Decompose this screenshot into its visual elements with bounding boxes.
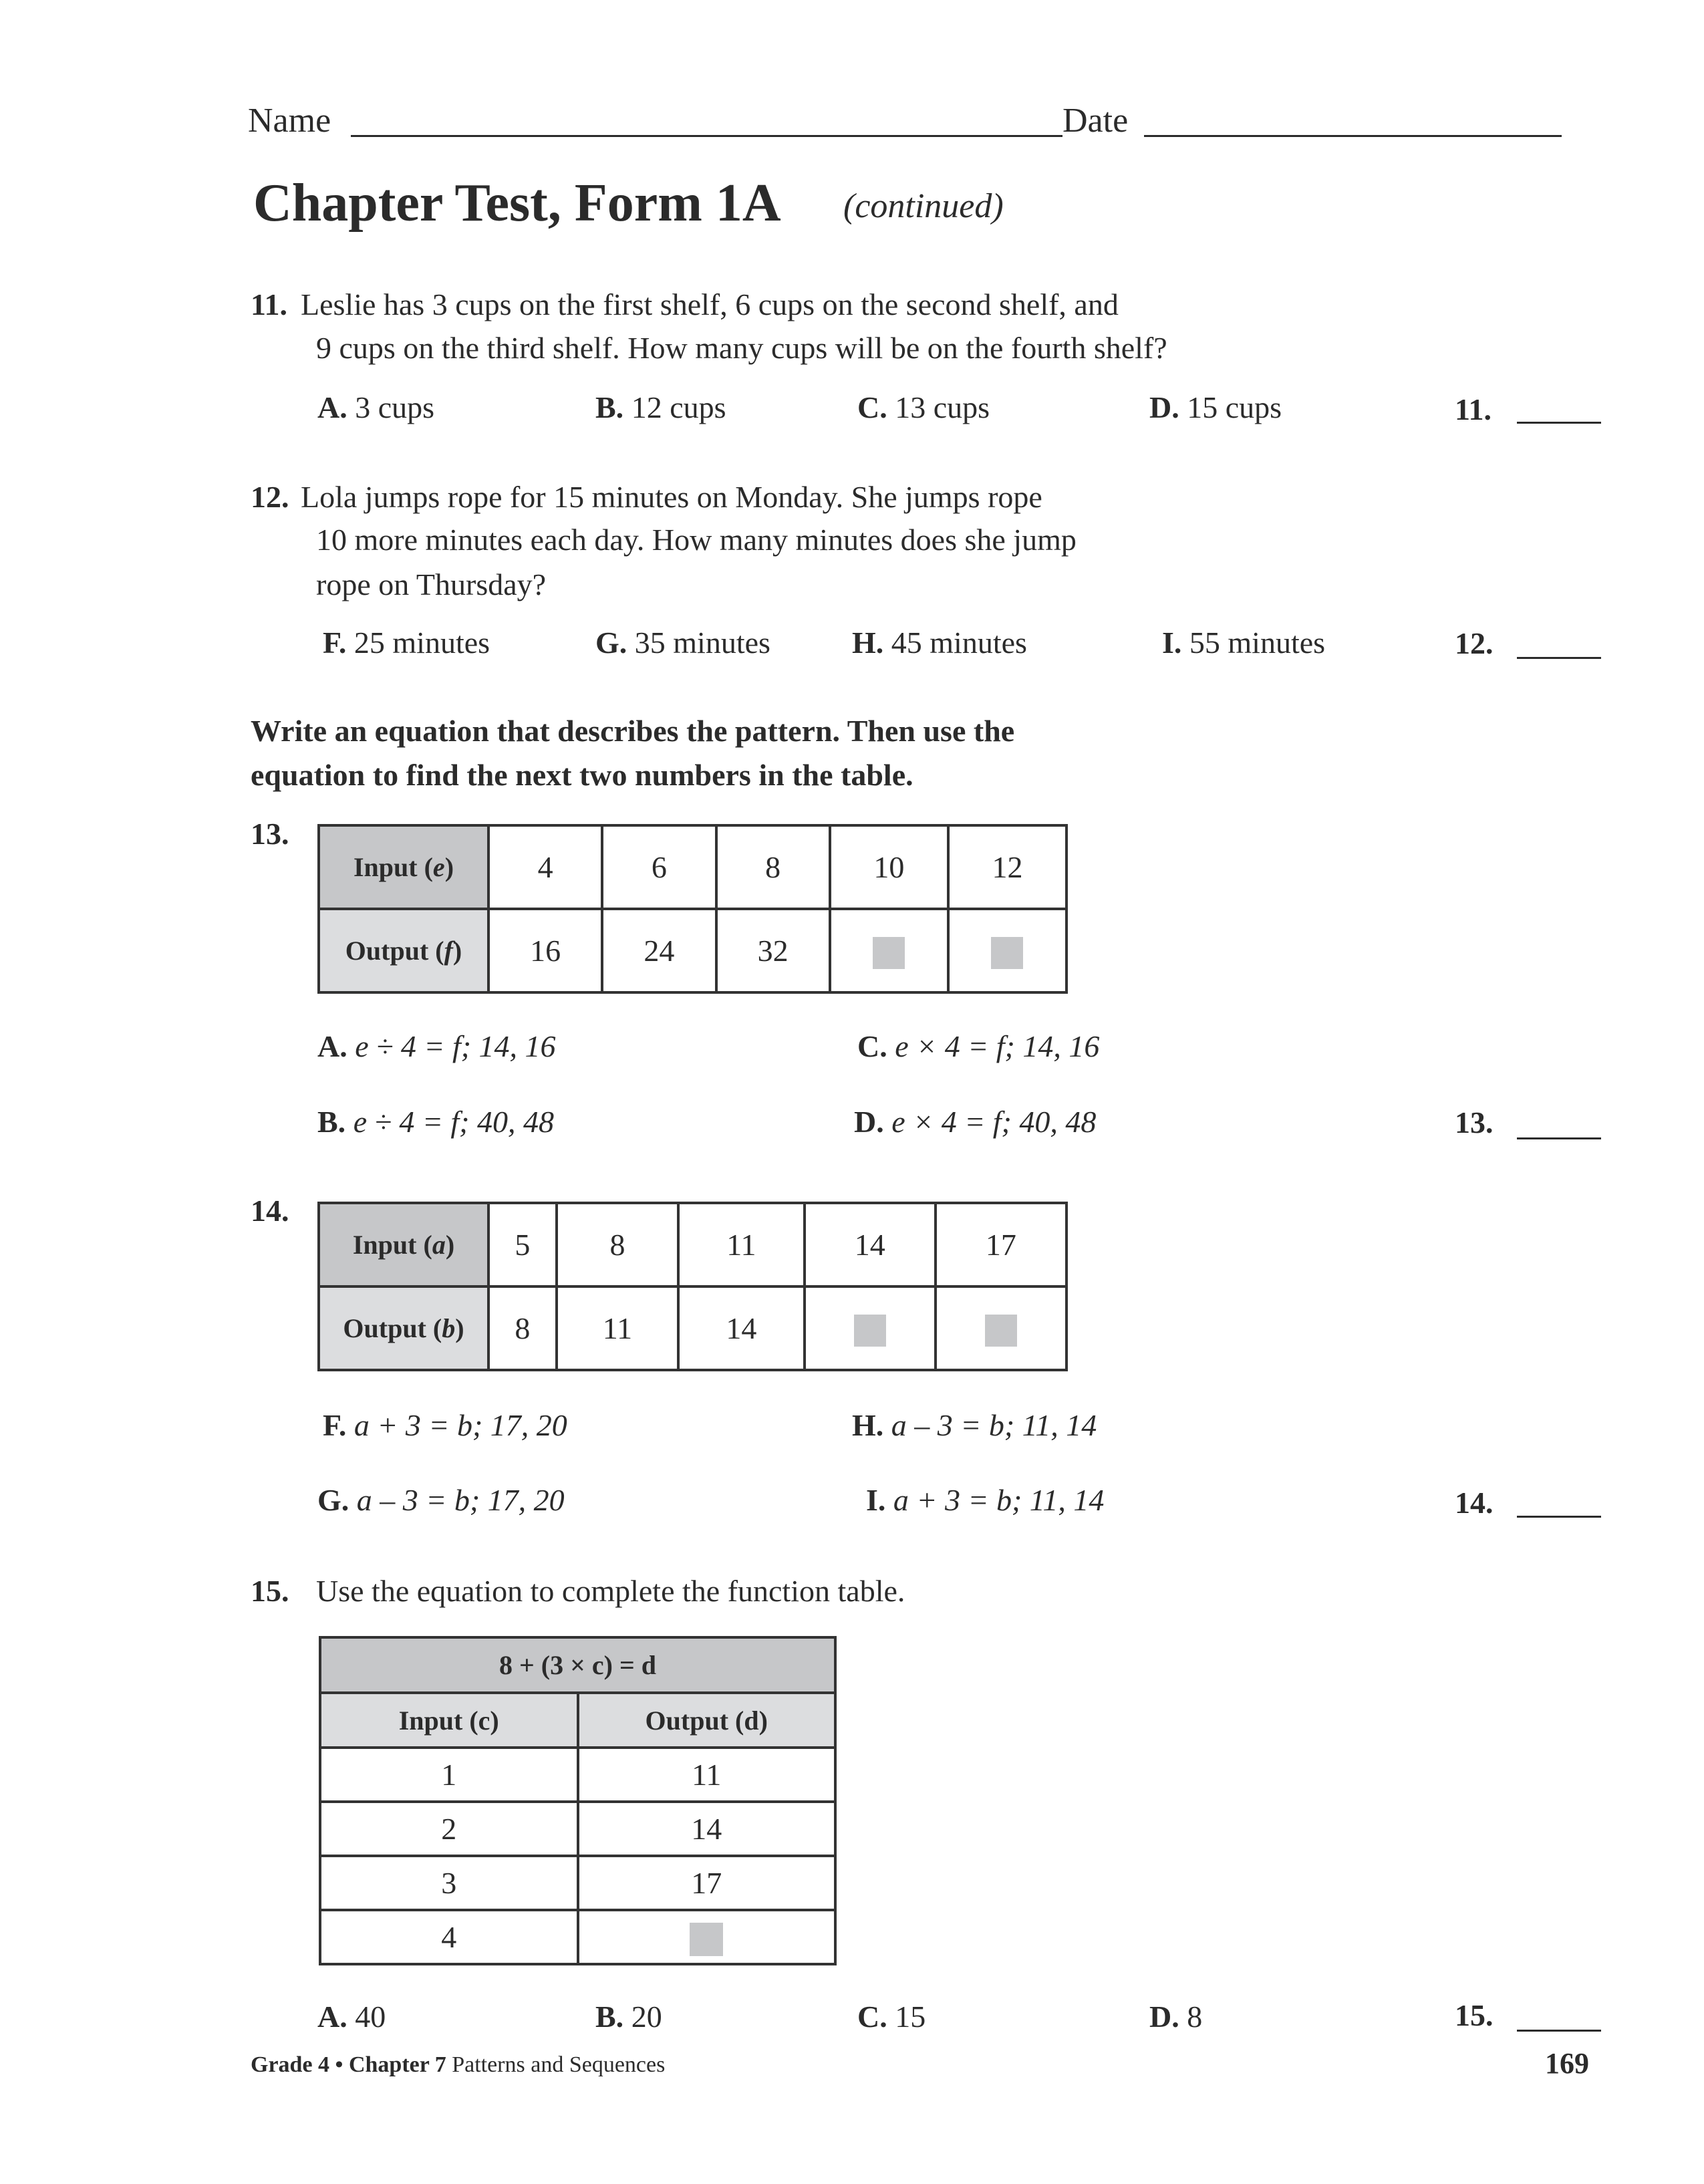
output-cell: 11 xyxy=(557,1286,678,1370)
date-label: Date xyxy=(1062,102,1129,140)
input-cell: 10 xyxy=(830,825,948,909)
blank-box xyxy=(985,1315,1017,1347)
choice-c[interactable]: C. 15 xyxy=(857,2000,926,2034)
input-cell: 11 xyxy=(678,1203,805,1286)
input-cell: 2 xyxy=(320,1802,578,1856)
answer-blank[interactable] xyxy=(1517,422,1601,424)
footer-course: Grade 4 • Chapter 7 Patterns and Sequences xyxy=(251,2052,666,2077)
question-number: 13. xyxy=(251,817,289,851)
choice-h[interactable]: H. 45 minutes xyxy=(852,626,1027,660)
output-cell: 24 xyxy=(602,909,716,992)
answer-blank[interactable] xyxy=(1517,657,1601,659)
input-cell: 8 xyxy=(557,1203,678,1286)
output-cell: 14 xyxy=(578,1802,836,1856)
input-cell: 1 xyxy=(320,1748,578,1802)
answer-label: 14. xyxy=(1455,1486,1494,1520)
question-text: Use the equation to complete the function table. xyxy=(316,1574,905,1608)
choice-i[interactable]: I. 55 minutes xyxy=(1162,626,1326,660)
question-number: 14. xyxy=(251,1194,289,1228)
choice-g[interactable]: G. 35 minutes xyxy=(595,626,770,660)
blank-box xyxy=(690,1923,723,1956)
choice-a[interactable]: A. 3 cups xyxy=(317,390,435,424)
input-cell: 17 xyxy=(936,1203,1067,1286)
question-number: 15. xyxy=(251,1574,289,1608)
output-cell-missing xyxy=(948,909,1067,992)
name-field[interactable] xyxy=(351,135,1062,137)
input-cell: 4 xyxy=(320,1910,578,1964)
instructions: equation to find the next two numbers in the table. xyxy=(251,758,913,792)
output-cell: 32 xyxy=(716,909,830,992)
choice-c[interactable]: C. e × 4 = f; 14, 16 xyxy=(857,1029,1100,1063)
page-number: 169 xyxy=(1545,2047,1589,2080)
choice-a[interactable]: A. e ÷ 4 = f; 14, 16 xyxy=(317,1029,556,1063)
output-cell: 16 xyxy=(488,909,602,992)
input-cell: 6 xyxy=(602,825,716,909)
choice-d[interactable]: D. 15 cups xyxy=(1149,390,1282,424)
name-label: Name xyxy=(248,102,331,140)
input-cell: 4 xyxy=(488,825,602,909)
answer-label: 11. xyxy=(1455,392,1492,426)
function-table xyxy=(317,1202,1068,1371)
answer-blank[interactable] xyxy=(1517,2030,1601,2032)
answer-label: 15. xyxy=(1455,1998,1494,2032)
question-text: Lola jumps rope for 15 minutes on Monday. She jumps rope xyxy=(301,480,1042,514)
choice-h[interactable]: H. a – 3 = b; 11, 14 xyxy=(852,1408,1097,1442)
blank-box xyxy=(991,937,1023,969)
input-header: Input (e) xyxy=(319,825,488,909)
choice-d[interactable]: D. e × 4 = f; 40, 48 xyxy=(854,1105,1097,1139)
output-cell: 17 xyxy=(578,1856,836,1910)
choice-b[interactable]: B. 20 xyxy=(595,2000,662,2034)
output-cell-missing xyxy=(936,1286,1067,1370)
answer-blank[interactable] xyxy=(1517,1516,1601,1518)
blank-box xyxy=(854,1315,886,1347)
choice-a[interactable]: A. 40 xyxy=(317,2000,386,2034)
page-subtitle: (continued) xyxy=(843,187,1004,225)
question-text: Leslie has 3 cups on the first shelf, 6 cups on the second shelf, and xyxy=(301,287,1119,321)
answer-blank[interactable] xyxy=(1517,1137,1601,1139)
input-cell: 14 xyxy=(805,1203,936,1286)
function-table xyxy=(317,824,1068,994)
blank-box xyxy=(873,937,905,969)
question-text: 9 cups on the third shelf. How many cups will be on the fourth shelf? xyxy=(316,331,1167,365)
choice-f[interactable]: F. a + 3 = b; 17, 20 xyxy=(323,1408,567,1442)
choice-f[interactable]: F. 25 minutes xyxy=(323,626,490,660)
input-header: Input (c) xyxy=(320,1693,578,1748)
output-cell: 14 xyxy=(678,1286,805,1370)
question-text: rope on Thursday? xyxy=(316,567,547,601)
choice-i[interactable]: I. a + 3 = b; 11, 14 xyxy=(866,1483,1105,1517)
choice-g[interactable]: G. a – 3 = b; 17, 20 xyxy=(317,1483,565,1517)
function-table xyxy=(319,1636,837,1965)
input-cell: 5 xyxy=(488,1203,557,1286)
question-number: 12. xyxy=(251,480,289,514)
output-header: Output (d) xyxy=(578,1693,836,1748)
answer-label: 12. xyxy=(1455,626,1494,660)
instructions: Write an equation that describes the pattern. Then use the xyxy=(251,714,1015,748)
input-cell: 8 xyxy=(716,825,830,909)
equation-header: 8 + (3 × c) = d xyxy=(320,1637,835,1693)
output-cell: 11 xyxy=(578,1748,836,1802)
question-number: 11. xyxy=(251,287,287,321)
answer-label: 13. xyxy=(1455,1105,1494,1139)
question-text: 10 more minutes each day. How many minutes does she jump xyxy=(316,523,1077,557)
output-cell: 8 xyxy=(488,1286,557,1370)
date-field[interactable] xyxy=(1144,135,1562,137)
output-cell-missing xyxy=(805,1286,936,1370)
choice-d[interactable]: D. 8 xyxy=(1149,2000,1203,2034)
output-cell-missing xyxy=(830,909,948,992)
page-title: Chapter Test, Form 1A xyxy=(253,174,781,233)
input-cell: 12 xyxy=(948,825,1067,909)
output-header: Output (b) xyxy=(319,1286,488,1370)
output-cell-missing xyxy=(578,1910,836,1964)
choice-c[interactable]: C. 13 cups xyxy=(857,390,990,424)
choice-b[interactable]: B. 12 cups xyxy=(595,390,726,424)
input-header: Input (a) xyxy=(319,1203,488,1286)
input-cell: 3 xyxy=(320,1856,578,1910)
choice-b[interactable]: B. e ÷ 4 = f; 40, 48 xyxy=(317,1105,554,1139)
output-header: Output (f) xyxy=(319,909,488,992)
